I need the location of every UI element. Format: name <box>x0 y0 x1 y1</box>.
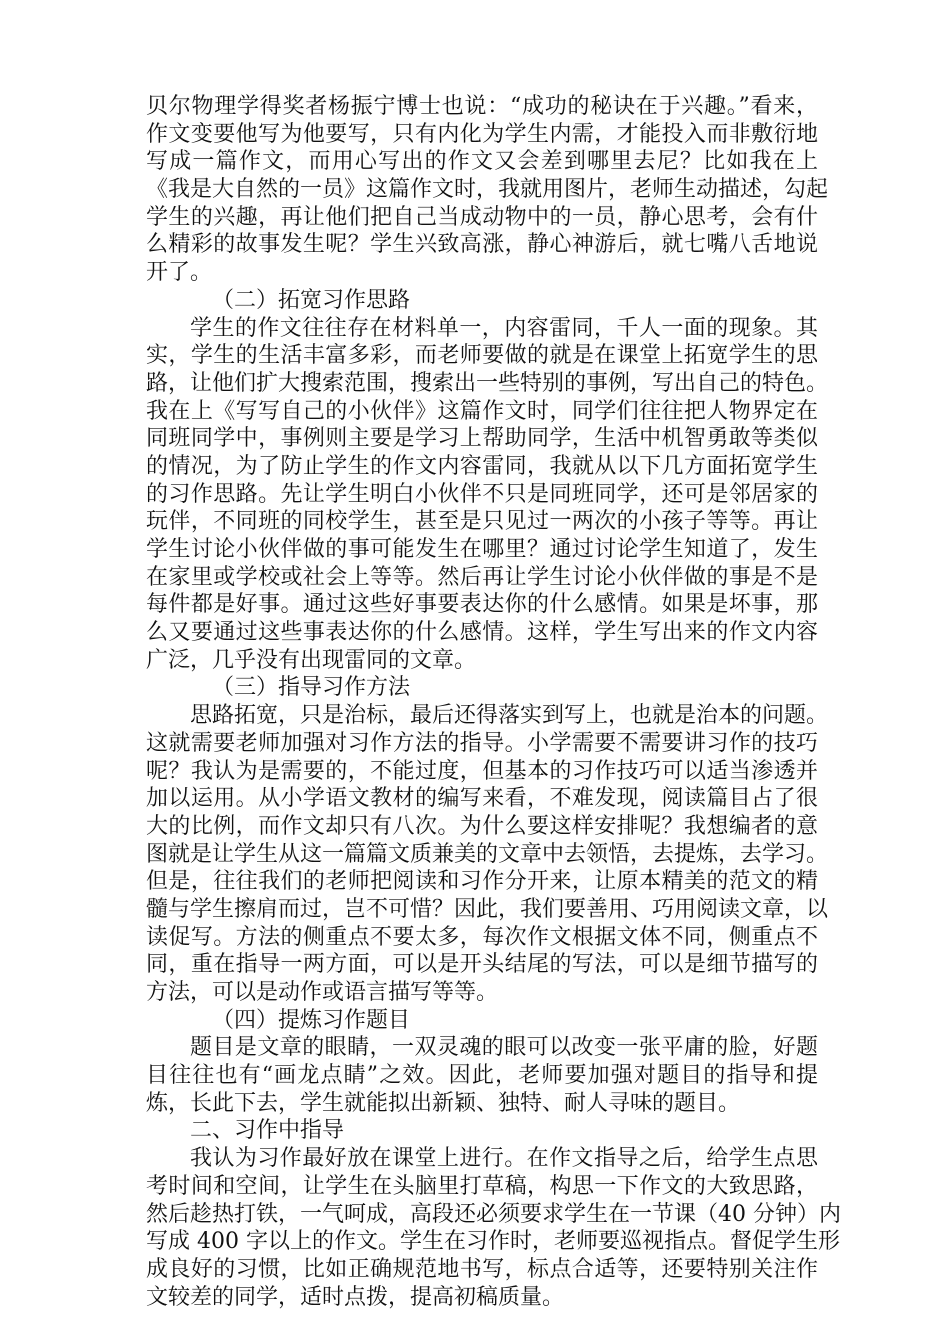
paragraph-line: 读促写。方法的侧重点不要太多，每次作文根据文体不同，侧重点不 <box>146 924 818 950</box>
paragraph-line: 的习作思路。先让学生明白小伙伴不只是同班同学，还可是邻居家的 <box>146 481 818 507</box>
section-heading: （三）指导习作方法 <box>212 675 411 701</box>
paragraph-line: 这就需要老师加强对习作方法的指导。小学需要不需要讲习作的技巧 <box>146 730 818 756</box>
paragraph-line: 同班同学中，事例则主要是学习上帮助同学，生活中机智勇敢等类似 <box>146 426 818 452</box>
document-page <box>146 93 841 1311</box>
paragraph-line: 每件都是好事。通过这些好事要表达你的什么感情。如果是坏事，那 <box>146 592 818 618</box>
paragraph-line: 作文变要他写为他要写，只有内化为学生内需，才能投入而非敷衍地 <box>146 121 818 147</box>
paragraph-line: 大的比例，而作文却只有八次。为什么要这样安排呢？我想编者的意 <box>146 813 818 839</box>
paragraph-line: 路，让他们扩大搜索范围，搜索出一些特别的事例，写出自己的特色。 <box>146 370 829 396</box>
paragraph-line: 呢？我认为是需要的，不能过度，但基本的习作技巧可以适当渗透并 <box>146 758 818 784</box>
paragraph-line: 炼，长此下去，学生就能拟出新颖、独特、耐人寻味的题目。 <box>146 1090 741 1116</box>
paragraph-line: 髓与学生擦肩而过，岂不可惜？因此，我们要善用、巧用阅读文章，以 <box>146 896 829 922</box>
paragraph-line: 方法，可以是动作或语言描写等等。 <box>146 980 499 1005</box>
paragraph-line: 广泛，几乎没有出现雷同的文章。 <box>146 647 477 673</box>
paragraph-line: 考时间和空间，让学生在头脑里打草稿，构思一下作文的大致思路， <box>146 1173 818 1199</box>
paragraph-line: 文较差的同学，适时点拨，提高初稿质量。 <box>146 1284 565 1310</box>
paragraph-line: 实，学生的生活丰富多彩，而老师要做的就是在课堂上拓宽学生的思 <box>146 343 818 369</box>
paragraph-line: 学生的作文往往存在材料单一，内容雷同，千人一面的现象。其 <box>190 315 818 341</box>
paragraph-line: 的情况，为了防止学生的作文内容雷同，我就从以下几方面拓宽学生 <box>146 453 818 479</box>
paragraph-line: 贝尔物理学得奖者杨振宁博士也说：“成功的秘诀在于兴趣。”看来， <box>146 94 818 119</box>
paragraph-line: 学生讨论小伙伴做的事可能发生在哪里？通过讨论学生知道了，发生 <box>146 537 818 562</box>
paragraph-line: 图就是让学生从这一篇篇文质兼美的文章中去领悟，去提炼，去学习。 <box>146 841 829 867</box>
paragraph-line: 思路拓宽，只是治标，最后还得落实到写上，也就是治本的问题。 <box>190 703 829 729</box>
section-heading: （四）提炼习作题目 <box>212 1007 411 1033</box>
paragraph-line: 我在上《写写自己的小伙伴》这篇作文时，同学们往往把人物界定在 <box>146 398 818 424</box>
paragraph-line: 但是，往往我们的老师把阅读和习作分开来，让原本精美的范文的精 <box>146 869 818 895</box>
paragraph-line: 同，重在指导一两方面，可以是开头结尾的写法，可以是细节描写的 <box>146 952 818 978</box>
paragraph-line: 写成一篇作文，而用心写出的作文又会差到哪里去尼？比如我在上 <box>146 149 818 175</box>
paragraph-line: 加以运用。从小学语文教材的编写来看，不难发现，阅读篇目占了很 <box>146 786 818 812</box>
paragraph-line: 在家里或学校或社会上等等。然后再让学生讨论小伙伴做的事是不是 <box>146 564 818 590</box>
paragraph-line: 么又要通过这些事表达你的什么感情。这样，学生写出来的作文内容 <box>146 620 818 646</box>
paragraph-line: 目往往也有“画龙点睛”之效。因此，老师要加强对题目的指导和提 <box>146 1063 818 1089</box>
section-heading: 二、习作中指导 <box>190 1118 345 1144</box>
paragraph-line: 玩伴，不同班的同校学生，甚至是只见过一两次的小孩子等等。再让 <box>146 509 818 535</box>
paragraph-line: 题目是文章的眼睛，一双灵魂的眼可以改变一张平庸的脸，好题 <box>190 1035 818 1061</box>
paragraph-line: 开了。 <box>146 260 213 286</box>
section-heading: （二）拓宽习作思路 <box>212 287 411 313</box>
paragraph-line: 我认为习作最好放在课堂上进行。在作文指导之后，给学生点思 <box>190 1146 818 1172</box>
paragraph-line: 写成 400 字以上的作文。学生在习作时，老师要巡视指点。督促学生形 <box>146 1229 840 1255</box>
paragraph-line: 么精彩的故事发生呢？学生兴致高涨，静心神游后，就七嘴八舌地说 <box>146 232 818 258</box>
paragraph-line: 然后趁热打铁，一气呵成，高段还必须要求学生在一节课（40 分钟）内 <box>146 1201 841 1227</box>
paragraph-line: 《我是大自然的一员》这篇作文时，我就用图片，老师生动描述，勾起 <box>146 177 829 203</box>
paragraph-line: 学生的兴趣，再让他们把自己当成动物中的一员，静心思考，会有什 <box>146 204 818 230</box>
paragraph-line: 成良好的习惯，比如正确规范地书写，标点合适等，还要特别关注作 <box>146 1256 818 1282</box>
